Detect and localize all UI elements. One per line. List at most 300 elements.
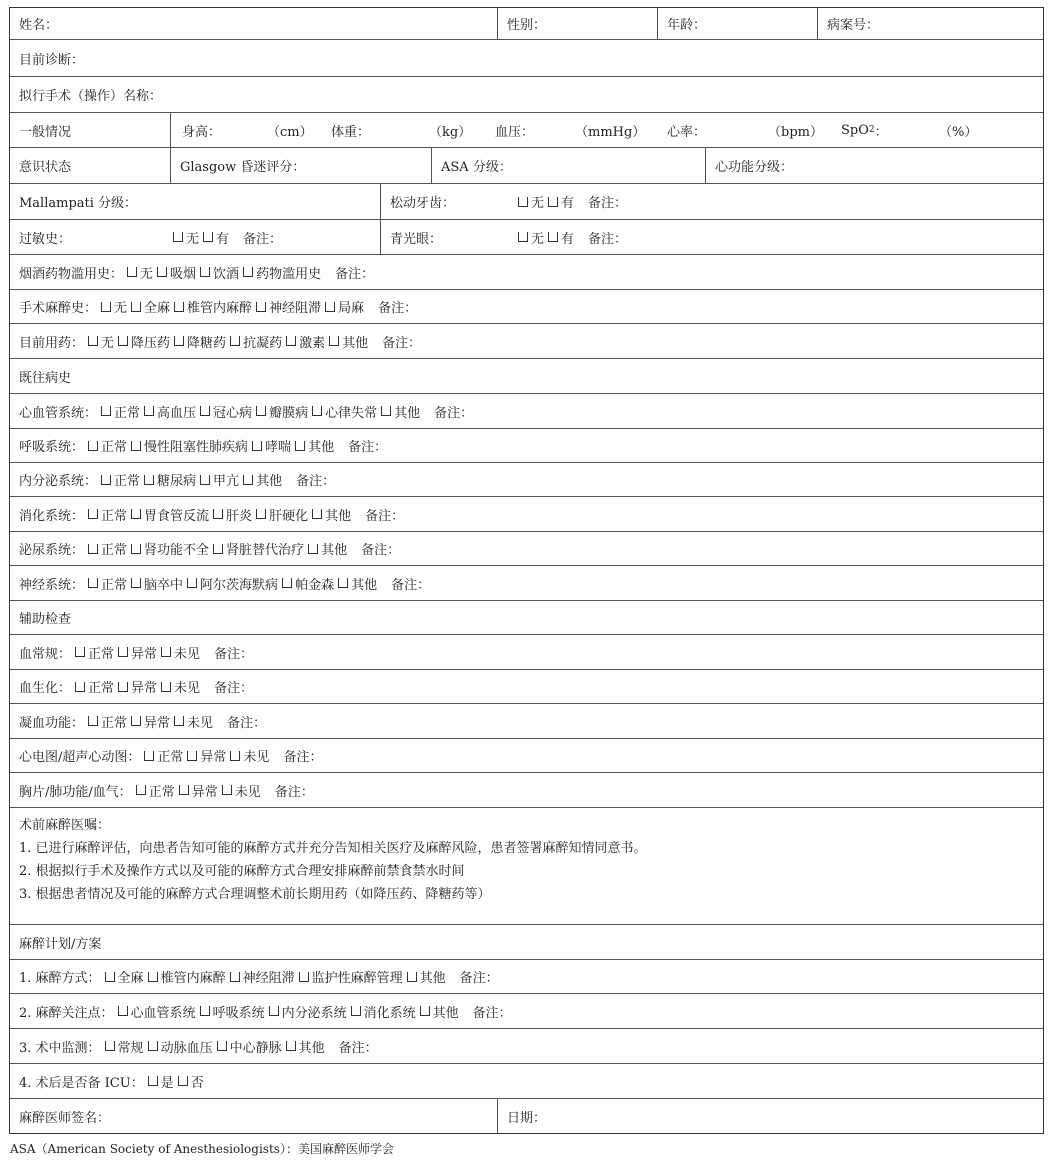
checkbox-icon xyxy=(217,1041,227,1051)
option-checkbox[interactable] xyxy=(226,967,295,986)
checkbox-icon xyxy=(269,1006,279,1016)
option-label: 是 xyxy=(160,1075,174,1091)
loose-teeth-none-checkbox[interactable]: 无 xyxy=(514,192,544,211)
option-label: 慢性阻塞性肺疾病 xyxy=(144,440,249,455)
checkbox-icon xyxy=(118,682,128,692)
history-title-row xyxy=(10,359,1043,394)
note-label: 备注： xyxy=(365,508,405,524)
loose-teeth-note: 备注： xyxy=(588,196,628,211)
glaucoma-yes-checkbox[interactable]: 有 xyxy=(544,228,574,247)
option-label: 内分泌系统 xyxy=(281,1005,347,1021)
option-label: 心律失常 xyxy=(325,405,378,421)
option-checkbox[interactable] xyxy=(114,643,157,662)
option-checkbox[interactable] xyxy=(416,1002,459,1021)
checkbox-icon xyxy=(187,751,197,761)
loose-teeth-cell xyxy=(380,184,1045,219)
exam-row xyxy=(10,773,1043,808)
option-label: 正常 xyxy=(101,543,128,558)
option-label: 正常 xyxy=(88,681,115,696)
checkbox-icon xyxy=(548,197,558,207)
allergy-label: 过敏史： xyxy=(19,231,72,247)
checkbox-icon xyxy=(157,267,167,277)
glaucoma-options xyxy=(514,220,627,254)
preop-order-line: 2. 根据拟行手术及操作方式以及可能的麻醉方式合理安排麻醉前禁食禁水时间 xyxy=(19,864,465,879)
general-condition-label: 一般情况 xyxy=(19,124,72,140)
note-label: 备注： xyxy=(296,474,336,489)
option-checkbox[interactable] xyxy=(84,332,114,351)
checkbox-icon xyxy=(174,716,184,726)
option-checkbox[interactable] xyxy=(321,297,364,316)
option-label: 无 xyxy=(140,266,154,282)
heart-rate-label: 心率： xyxy=(667,124,707,140)
row-label: 烟酒药物滥用史： xyxy=(19,266,124,282)
option-label: 其他 xyxy=(432,1005,459,1021)
sex-field[interactable] xyxy=(497,8,657,39)
option-label: 消化系统 xyxy=(363,1005,416,1021)
checkbox-icon xyxy=(118,647,128,657)
row-label: 1. 麻醉方式： xyxy=(19,971,101,986)
name-label: 姓名： xyxy=(19,18,59,33)
option-label: 降压药 xyxy=(131,335,171,351)
exam-row xyxy=(10,670,1043,704)
cardiac-function-label: 心功能分级： xyxy=(715,160,794,175)
checkbox-icon xyxy=(88,441,98,451)
option-label: 其他 xyxy=(321,543,348,558)
option-label: 否 xyxy=(190,1075,204,1091)
option-label: 中心静脉 xyxy=(229,1040,282,1056)
checkbox-icon xyxy=(230,972,240,982)
date-label: 日期： xyxy=(507,1110,547,1126)
checkbox-icon xyxy=(295,441,305,451)
option-checkbox[interactable] xyxy=(101,967,144,986)
checkbox-icon xyxy=(174,302,184,312)
glaucoma-none-checkbox[interactable]: 无 xyxy=(514,228,544,247)
checkbox-icon xyxy=(329,336,339,346)
row-label: 消化系统： xyxy=(19,508,85,524)
checkbox-icon xyxy=(105,972,115,982)
row-label: 心血管系统： xyxy=(19,405,98,421)
option-label: 无 xyxy=(114,301,128,316)
option-checkbox[interactable] xyxy=(183,746,226,765)
option-label: 肾脏替代治疗 xyxy=(226,543,305,558)
option-checkbox[interactable] xyxy=(170,332,226,351)
option-checkbox[interactable] xyxy=(97,402,140,421)
row-label: 血生化： xyxy=(19,681,72,696)
option-label: 异常 xyxy=(131,646,158,662)
checkbox-icon xyxy=(136,785,146,795)
weight-unit: （kg） xyxy=(429,124,472,140)
checkbox-icon xyxy=(230,336,240,346)
glasgow-field[interactable] xyxy=(170,148,431,183)
row-label: 4. 术后是否备 ICU： xyxy=(19,1075,144,1091)
checklist-cell xyxy=(10,739,1043,772)
option-checkbox[interactable] xyxy=(140,470,196,489)
option-checkbox[interactable] xyxy=(153,263,196,282)
checkbox-icon xyxy=(75,682,85,692)
option-checkbox[interactable] xyxy=(71,643,114,662)
option-checkbox[interactable] xyxy=(144,967,226,986)
weight-label: 体重： xyxy=(331,124,371,140)
option-label: 未见 xyxy=(187,715,214,731)
option-checkbox[interactable] xyxy=(84,712,127,731)
diagnosis-field[interactable] xyxy=(10,40,1043,76)
allergy-options xyxy=(169,220,282,254)
option-label: 异常 xyxy=(131,681,158,696)
checklist-cell xyxy=(10,429,1043,462)
history-row xyxy=(10,497,1043,532)
checklist-cell xyxy=(10,255,1043,289)
option-label: 局麻 xyxy=(338,301,365,316)
option-checkbox[interactable] xyxy=(127,712,170,731)
option-label: 异常 xyxy=(200,750,227,765)
option-checkbox[interactable] xyxy=(174,1072,204,1091)
option-checkbox[interactable] xyxy=(347,1002,416,1021)
option-checkbox[interactable] xyxy=(114,1002,196,1021)
row-label: 血常规： xyxy=(19,646,72,662)
option-label: 心血管系统 xyxy=(130,1005,196,1021)
option-checkbox[interactable] xyxy=(282,1037,325,1056)
option-checkbox[interactable] xyxy=(157,677,200,696)
option-label: 糖尿病 xyxy=(157,474,197,489)
age-label: 年龄： xyxy=(667,18,707,33)
option-checkbox[interactable] xyxy=(252,297,321,316)
option-checkbox[interactable] xyxy=(114,332,170,351)
checkbox-icon xyxy=(256,302,266,312)
name-field[interactable] xyxy=(10,8,497,39)
checkbox-icon xyxy=(407,972,417,982)
option-label: 常规 xyxy=(117,1040,144,1056)
option-label: 吸烟 xyxy=(170,266,197,282)
option-checkbox[interactable] xyxy=(123,263,153,282)
checklist-cell xyxy=(10,566,1043,600)
option-label: 胃食管反流 xyxy=(144,508,210,524)
option-label: 其他 xyxy=(256,474,283,489)
spo2-label: SpO 2 ： xyxy=(841,122,888,140)
vitals-cell[interactable] xyxy=(170,113,1045,147)
option-checkbox[interactable] xyxy=(403,967,446,986)
loose-teeth-label: 松动牙齿： xyxy=(390,196,456,211)
checkbox-icon xyxy=(548,232,558,242)
option-checkbox[interactable] xyxy=(144,1037,213,1056)
checkbox-icon xyxy=(144,751,154,761)
option-checkbox[interactable] xyxy=(239,470,282,489)
option-checkbox[interactable] xyxy=(140,746,183,765)
checkbox-icon xyxy=(131,302,141,312)
note-label: 备注： xyxy=(361,543,401,558)
history-row xyxy=(10,566,1043,601)
history-title: 既往病史 xyxy=(19,370,72,386)
option-checkbox[interactable] xyxy=(170,297,252,316)
history-row xyxy=(10,429,1043,463)
checkbox-icon xyxy=(200,1006,210,1016)
spo2-unit: （%） xyxy=(939,124,978,140)
option-checkbox[interactable] xyxy=(325,332,368,351)
plan-row xyxy=(10,1029,1043,1064)
asa-footnote: ASA（American Society of Anesthesiologists）：美国麻醉医师学会 xyxy=(10,1142,394,1156)
option-checkbox[interactable] xyxy=(127,297,170,316)
option-checkbox[interactable] xyxy=(291,436,334,455)
row-label: 神经系统： xyxy=(19,577,85,593)
option-label: 冠心病 xyxy=(213,405,253,421)
option-checkbox[interactable] xyxy=(170,712,213,731)
mallampati-field[interactable] xyxy=(10,184,380,219)
age-field[interactable] xyxy=(657,8,817,39)
checkbox-icon xyxy=(131,578,141,588)
option-label: 激素 xyxy=(299,335,326,351)
checkbox-icon xyxy=(256,509,266,519)
consciousness-label: 意识状态 xyxy=(19,160,72,175)
checklist-cell xyxy=(10,463,1043,496)
option-checkbox[interactable] xyxy=(308,402,377,421)
asa-label: ASA 分级： xyxy=(441,160,512,175)
checkbox-icon xyxy=(312,509,322,519)
option-checkbox[interactable] xyxy=(196,470,239,489)
option-checkbox[interactable] xyxy=(196,1002,265,1021)
option-checkbox[interactable] xyxy=(114,677,157,696)
option-label: 未见 xyxy=(174,646,201,662)
allergy-note: 备注： xyxy=(243,231,283,247)
row-label: 胸片/肺功能/血气： xyxy=(19,784,132,800)
note-label: 备注： xyxy=(378,301,418,316)
cardiac-function-field[interactable] xyxy=(705,148,1045,183)
option-checkbox[interactable] xyxy=(304,539,347,558)
option-checkbox[interactable] xyxy=(196,263,239,282)
checkbox-icon xyxy=(148,1076,158,1086)
option-checkbox[interactable] xyxy=(101,1037,144,1056)
checkbox-icon xyxy=(213,544,223,554)
option-checkbox[interactable] xyxy=(97,470,140,489)
checkbox-icon xyxy=(200,267,210,277)
checklist-cell xyxy=(10,532,1043,565)
option-checkbox[interactable] xyxy=(226,332,282,351)
loose-teeth-options xyxy=(514,184,627,219)
checkbox-icon xyxy=(101,302,111,312)
option-checkbox[interactable] xyxy=(144,1072,174,1091)
option-checkbox[interactable] xyxy=(127,436,248,455)
checkbox-icon xyxy=(144,406,154,416)
checkbox-icon xyxy=(118,1006,128,1016)
checkbox-icon xyxy=(518,232,528,242)
note-label: 备注： xyxy=(338,1040,378,1056)
option-checkbox[interactable] xyxy=(183,574,278,593)
checkbox-icon xyxy=(88,716,98,726)
option-label: 正常 xyxy=(114,405,141,421)
option-checkbox[interactable] xyxy=(282,332,325,351)
note-label: 备注： xyxy=(391,577,431,593)
option-checkbox[interactable] xyxy=(265,1002,347,1021)
option-checkbox[interactable] xyxy=(239,263,321,282)
row-label: 手术麻醉史： xyxy=(19,301,98,316)
option-checkbox[interactable] xyxy=(295,967,403,986)
checkbox-icon xyxy=(88,544,98,554)
checklist-cell xyxy=(10,497,1043,531)
checkbox-icon xyxy=(88,578,98,588)
option-checkbox[interactable] xyxy=(213,1037,282,1056)
option-checkbox[interactable] xyxy=(209,505,252,524)
option-checkbox[interactable] xyxy=(97,297,127,316)
checkbox-icon xyxy=(222,785,232,795)
option-checkbox[interactable] xyxy=(308,505,351,524)
option-checkbox[interactable] xyxy=(84,574,127,593)
checkbox-icon xyxy=(351,1006,361,1016)
row-label: 2. 麻醉关注点： xyxy=(19,1005,114,1021)
checkbox-icon xyxy=(131,544,141,554)
checkbox-icon xyxy=(75,647,85,657)
option-label: 全麻 xyxy=(144,301,171,316)
checkbox-icon xyxy=(308,544,318,554)
record-number-field[interactable] xyxy=(817,8,1045,39)
option-label: 肾功能不全 xyxy=(144,543,210,558)
glaucoma-label: 青光眼： xyxy=(390,231,443,247)
checkbox-icon xyxy=(173,232,183,242)
option-label: 未见 xyxy=(243,750,270,765)
option-checkbox[interactable] xyxy=(226,746,269,765)
option-checkbox[interactable] xyxy=(334,574,377,593)
asa-field[interactable] xyxy=(431,148,705,183)
exam-title: 辅助检查 xyxy=(19,612,72,627)
checklist-cell xyxy=(10,394,1043,428)
option-checkbox[interactable] xyxy=(248,436,291,455)
checkbox-icon xyxy=(299,972,309,982)
option-checkbox[interactable] xyxy=(209,539,304,558)
checkbox-icon xyxy=(243,475,253,485)
checkbox-icon xyxy=(105,1041,115,1051)
checklist-cell xyxy=(10,1064,1043,1098)
patient-info-row xyxy=(10,8,1043,40)
plan-row xyxy=(10,960,1043,994)
option-label: 饮酒 xyxy=(213,266,240,282)
exam-row xyxy=(10,739,1043,773)
checkbox-icon xyxy=(256,406,266,416)
preop-order-line: 1. 已进行麻醉评估，向患者告知可能的麻醉方式并充分告知相关医疗及麻醉风险，患者签署麻醉知情同意书。 xyxy=(19,841,647,856)
checklist-cell xyxy=(10,290,1043,323)
option-label: 阿尔茨海默病 xyxy=(200,577,279,593)
date-field[interactable] xyxy=(497,1099,1045,1133)
plan-row xyxy=(10,1064,1043,1099)
blood-pressure-unit: （mmHg） xyxy=(575,124,646,140)
option-checkbox[interactable] xyxy=(175,781,218,800)
option-checkbox[interactable] xyxy=(196,402,252,421)
glasgow-label: Glasgow 昏迷评分： xyxy=(180,160,306,175)
checkbox-icon xyxy=(118,336,128,346)
option-checkbox[interactable] xyxy=(132,781,175,800)
checkbox-icon xyxy=(286,1041,296,1051)
option-label: 瓣膜病 xyxy=(269,405,309,421)
planned-surgery-field[interactable] xyxy=(10,77,1043,112)
option-checkbox[interactable] xyxy=(218,781,261,800)
option-checkbox[interactable] xyxy=(278,574,334,593)
option-label: 抗凝药 xyxy=(243,335,283,351)
row-label: 内分泌系统： xyxy=(19,474,98,489)
option-checkbox[interactable] xyxy=(377,402,420,421)
option-label: 哮喘 xyxy=(265,440,292,455)
sex-label: 性别： xyxy=(507,18,547,33)
mallampati-row xyxy=(10,184,1043,220)
history-row xyxy=(10,463,1043,497)
preop-order-line: 3. 根据患者情况及可能的麻醉方式合理调整术前长期用药（如降压药、降糖药等） xyxy=(19,887,491,902)
consciousness-row xyxy=(10,148,1043,184)
option-checkbox[interactable] xyxy=(84,505,127,524)
option-label: 正常 xyxy=(101,508,128,524)
doctor-signature-field[interactable] xyxy=(10,1099,497,1133)
checkbox-icon xyxy=(213,509,223,519)
note-label: 备注： xyxy=(382,335,422,351)
option-label: 全麻 xyxy=(117,971,144,986)
exam-title-row xyxy=(10,601,1043,635)
diagnosis-row xyxy=(10,40,1043,77)
note-label: 备注： xyxy=(472,1005,512,1021)
height-unit: （cm） xyxy=(267,124,313,140)
checklist-cell xyxy=(10,670,1043,703)
option-checkbox[interactable] xyxy=(84,436,127,455)
checklist-row xyxy=(10,255,1043,290)
heart-rate-unit: （bpm） xyxy=(768,124,823,140)
option-checkbox[interactable] xyxy=(127,539,209,558)
checkbox-icon xyxy=(148,1041,158,1051)
loose-teeth-yes-checkbox[interactable]: 有 xyxy=(544,192,574,211)
planned-surgery-label: 拟行手术（操作）名称： xyxy=(19,89,163,104)
checklist-cell xyxy=(10,773,1043,807)
note-label: 备注： xyxy=(227,715,267,731)
checkbox-icon xyxy=(230,751,240,761)
general-condition-row xyxy=(10,113,1043,148)
plan-row xyxy=(10,994,1043,1029)
blood-pressure-label: 血压： xyxy=(495,124,535,140)
checkbox-icon xyxy=(312,406,322,416)
allergy-yes-checkbox[interactable]: 有 xyxy=(199,228,229,247)
option-checkbox[interactable] xyxy=(157,643,200,662)
checklist-cell xyxy=(10,1029,1043,1063)
option-checkbox[interactable] xyxy=(252,402,308,421)
checkbox-icon xyxy=(518,197,528,207)
checkbox-icon xyxy=(200,406,210,416)
option-label: 药物滥用史 xyxy=(256,266,322,282)
note-label: 备注： xyxy=(348,440,388,455)
option-label: 正常 xyxy=(114,474,141,489)
option-label: 椎管内麻醉 xyxy=(160,971,226,986)
plan-title: 麻醉计划/方案 xyxy=(19,936,102,952)
option-label: 高血压 xyxy=(157,405,197,421)
option-checkbox[interactable] xyxy=(84,539,127,558)
glaucoma-note: 备注： xyxy=(588,231,628,247)
anesthesia-assessment-form xyxy=(9,7,1044,1134)
option-label: 正常 xyxy=(88,646,115,662)
option-checkbox[interactable] xyxy=(140,402,196,421)
checkbox-icon xyxy=(148,972,158,982)
checkbox-icon xyxy=(179,785,189,795)
checkbox-icon xyxy=(381,406,391,416)
note-label: 备注： xyxy=(459,971,499,986)
option-label: 其他 xyxy=(351,577,378,593)
allergy-none-checkbox[interactable]: 无 xyxy=(169,228,199,247)
option-checkbox[interactable] xyxy=(71,677,114,696)
row-label: 呼吸系统： xyxy=(19,440,85,455)
checklist-cell xyxy=(10,324,1043,358)
checkbox-icon xyxy=(144,475,154,485)
checkbox-icon xyxy=(325,302,335,312)
option-checkbox[interactable] xyxy=(127,505,209,524)
checkbox-icon xyxy=(338,578,348,588)
checkbox-icon xyxy=(174,336,184,346)
option-checkbox[interactable] xyxy=(252,505,308,524)
checkbox-icon xyxy=(200,475,210,485)
note-label: 备注： xyxy=(434,405,474,421)
option-label: 正常 xyxy=(101,715,128,731)
option-label: 其他 xyxy=(325,508,352,524)
option-checkbox[interactable] xyxy=(127,574,183,593)
checklist-cell xyxy=(10,960,1043,993)
option-label: 肝硬化 xyxy=(269,508,309,524)
